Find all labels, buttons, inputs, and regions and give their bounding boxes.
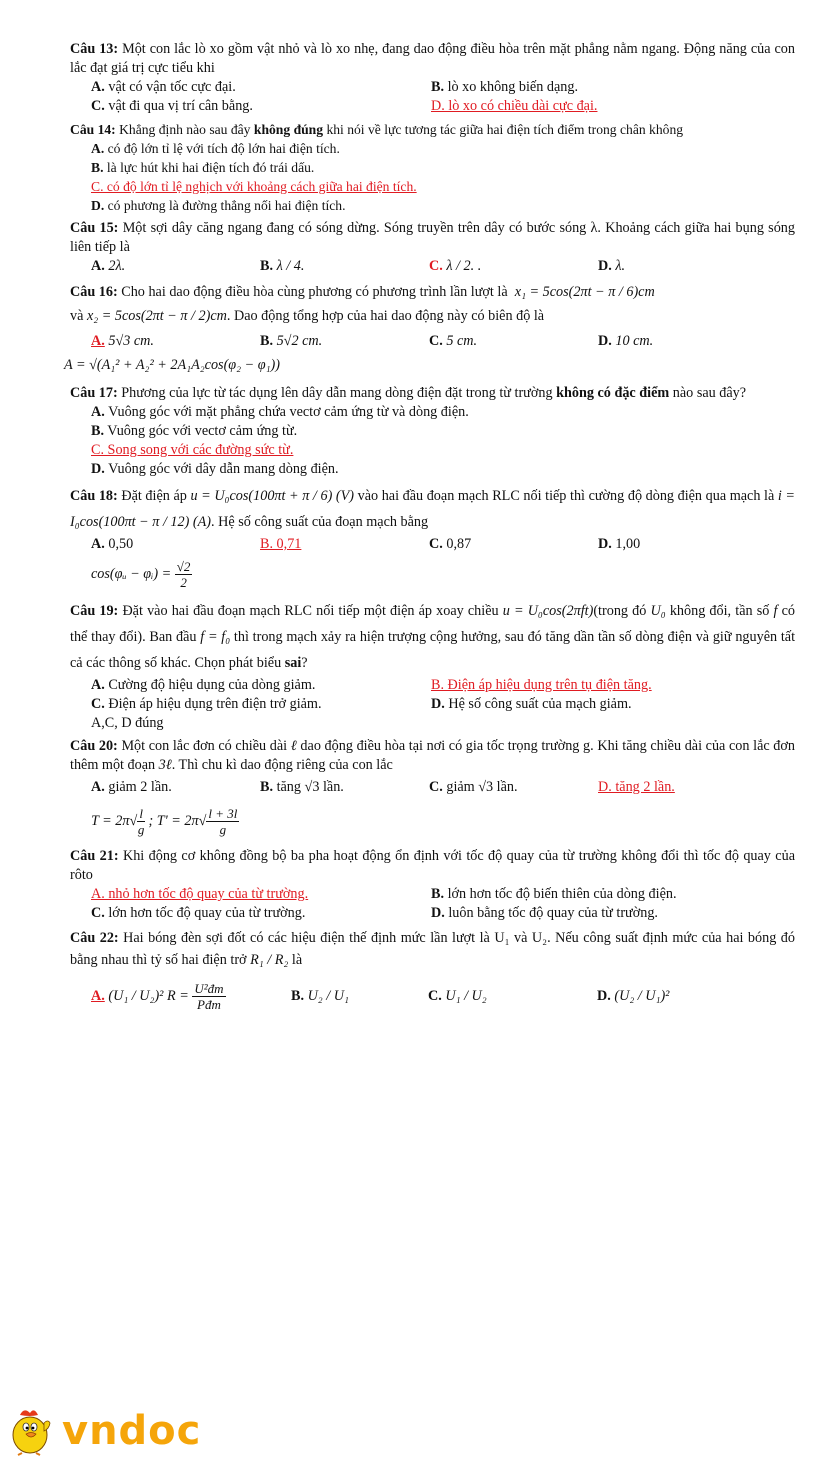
option-c: C. giảm √3 lần.	[429, 779, 518, 795]
question-stem: có thể thay đổi). Ban đầu	[70, 603, 795, 645]
question-stem: Hai bóng đèn sợi đốt có các hiệu điện thế định mức lần lượt là U₁ và U₂. Nếu công suất định mức của hai bóng đó bằng nhau thì tỷ số hai điện trở	[70, 930, 795, 968]
math-symbol: U₀	[650, 603, 666, 619]
question-label: Câu 14:	[70, 122, 116, 137]
sqrt-sign: √	[198, 813, 207, 829]
option-a: A. giảm 2 lần.	[91, 779, 172, 795]
option-d: D. Vuông góc với dây dẫn mang dòng điện.	[91, 461, 339, 477]
option-c: C. Điện áp hiệu dụng trên điện trở giảm.	[91, 696, 322, 712]
option-a-correct: A. nhỏ hơn tốc độ quay của từ trường.	[91, 886, 309, 902]
question-stem: ?	[301, 655, 308, 671]
fraction-denominator: g	[137, 822, 145, 838]
option-b: B. Vuông góc với vectơ cảm ứng từ.	[91, 423, 298, 439]
question-stem: không đổi, tần số	[665, 603, 774, 619]
question-stem: Cho hai dao động điều hòa cùng phương có phương trình lần lượt là	[117, 284, 512, 300]
question-label: Câu 16:	[70, 284, 118, 300]
question-15	[70, 219, 795, 276]
option-c-correct: C. λ / 2. .	[429, 258, 482, 274]
question-17	[70, 384, 795, 479]
option-c-correct: C. Song song với các đường sức từ.	[91, 442, 294, 458]
option-b: B. lò xo không biến dạng.	[431, 79, 578, 95]
option-c: C. U₁ / U₂	[428, 988, 487, 1004]
option-c: C. 5 cm.	[429, 333, 478, 349]
option-c: C. 0,87	[429, 536, 472, 552]
question-stem: . Hệ số công suất của đoạn mạch bằng	[211, 514, 429, 530]
equation-u: u = U₀cos(100πt + π / 6) (V)	[190, 488, 355, 504]
math-symbol: R₁ / R₂	[250, 952, 289, 968]
option-b: B. λ / 4.	[260, 258, 305, 274]
question-stem: Một con lắc đơn có chiều dài	[117, 738, 291, 754]
question-stem: (trong đó	[593, 603, 651, 619]
question-label: Câu 13:	[70, 41, 119, 57]
option-c-correct: C. có độ lớn tỉ lệ nghịch với khoảng cách giữa hai điện tích.	[91, 179, 417, 194]
option-d: D. luôn bằng tốc độ quay của từ trường.	[431, 905, 658, 921]
option-d: D. 1,00	[598, 536, 641, 552]
option-c: C. vật đi qua vị trí cân bằng.	[91, 98, 253, 114]
question-stem: là	[288, 952, 303, 968]
math-symbol: f = f₀	[200, 629, 231, 645]
question-label: Câu 18:	[70, 488, 118, 504]
option-a: A. 2λ.	[91, 258, 126, 274]
solution-formula	[70, 799, 795, 843]
math-symbol: f	[773, 603, 778, 619]
formula-lhs: cos(φᵤ − φᵢ) =	[91, 566, 175, 582]
solution-formula: A = √(A₁² + A₂² + 2A₁A₂cos(φ₂ − φ₁))	[64, 357, 280, 373]
option-d: D. (U₂ / U₁)²	[597, 988, 670, 1004]
option-a: A. 0,50	[91, 536, 134, 552]
question-label: Câu 20:	[70, 738, 118, 754]
math-symbol: 3ℓ	[158, 757, 172, 773]
sqrt-sign: √	[129, 813, 138, 829]
option-a-correct: A. (U₁ / U₂)² R = $\frac{\text{U²đm}}{\text{Pđm}}$	[91, 981, 224, 1013]
option-c: C. lớn hơn tốc độ quay của từ trường.	[91, 905, 306, 921]
question-14	[70, 120, 795, 215]
equation-i: i = I₀cos(100πt − π / 12) (A)	[70, 488, 795, 530]
question-stem: và	[70, 308, 87, 324]
question-stem: dao động điều hòa tại nơi có gia tốc trọng trường g. Khi tăng chiều dài của con lắc đơn thêm một đoạn	[70, 738, 795, 773]
fraction-denominator: g	[219, 822, 227, 838]
option-b-correct: B. Điện áp hiệu dụng trên tụ điện tăng.	[431, 677, 652, 693]
option-b: B. lớn hơn tốc độ biến thiên của dòng điện.	[431, 886, 677, 902]
option-a: A. Cường độ hiệu dụng của dòng giảm.	[91, 677, 316, 693]
question-stem: . Dao động tổng hợp của hai dao động này có biên độ là	[226, 308, 545, 324]
option-b: B. là lực hút khi hai điện tích đó trái dấu.	[91, 160, 315, 175]
option-a: A. có độ lớn tỉ lệ với tích độ lớn hai điện tích.	[91, 141, 340, 156]
question-16	[64, 280, 795, 376]
math-symbol: ℓ	[290, 738, 297, 754]
option-b-correct: B. 0,71	[260, 536, 302, 552]
option-b: B. tăng √3 lần.	[260, 779, 344, 795]
option-a: A. Vuông góc với mặt phẳng chứa vectơ cảm ứng từ và dòng điện.	[91, 404, 469, 420]
fraction-numerator: l + 3l	[208, 806, 238, 822]
fraction-denominator: 2	[180, 575, 187, 591]
question-stem: Đặt điện áp	[117, 488, 191, 504]
option-d: D. có phương là đường thẳng nối hai điện tích.	[91, 198, 346, 213]
option-d: D. 10 cm.	[598, 333, 654, 349]
question-stem: . Thì chu kì dao động riêng của con lắc	[171, 757, 393, 773]
equation-x1: x₁ = 5cos(2πt − π / 6)cm	[514, 284, 655, 300]
emphasis: sai	[284, 655, 302, 671]
question-22	[70, 927, 795, 1021]
question-18	[70, 483, 795, 594]
option-d-correct: D. tăng 2 lần.	[598, 779, 675, 795]
question-stem: nào sau đây?	[669, 385, 747, 401]
question-stem: Đặt vào hai đầu đoạn mạch RLC nối tiếp một điện áp xoay chiều	[118, 603, 503, 619]
chicken-mascot-icon	[6, 1405, 56, 1457]
equation-x2: x₂ = 5cos(2πt − π / 2)cm	[86, 308, 227, 324]
question-stem: vào hai đầu đoạn mạch RLC nối tiếp thì cường độ dòng điện qua mạch là	[354, 488, 778, 504]
question-stem: Phương của lực từ tác dụng lên dây dẫn mang dòng điện đặt trong từ trường	[117, 385, 557, 401]
brand-name: vndoc	[62, 1408, 202, 1454]
option-b: B. U₂ / U₁	[291, 988, 349, 1004]
question-stem: Khẳng định nào sau đây	[115, 122, 254, 137]
question-stem: thì trong mạch xảy ra hiện trượng cộng hưởng, sau đó tăng dần tần số dòng điện và giữ nguyên tất cả các thông số khác. Chọn phát biểu	[70, 629, 796, 671]
question-label: Câu 17:	[70, 385, 118, 401]
question-stem: Một sợi dây căng ngang đang có sóng dừng. Sóng truyền trên dây có bước sóng λ. Khoảng cách giữa hai bụng sóng liên tiếp là	[70, 220, 795, 255]
option-d-correct: D. lò xo có chiều dài cực đại.	[431, 98, 598, 114]
question-label: Câu 21:	[70, 848, 119, 864]
question-label: Câu 22:	[70, 930, 119, 946]
question-label: Câu 19:	[70, 603, 119, 619]
question-stem: Một con lắc lò xo gồm vật nhỏ và lò xo nhẹ, đang dao động điều hòa trên mặt phẳng nằm ngang. Động năng của con lắc đạt giá trị cực tiểu khi	[70, 41, 795, 76]
option-d: D. Hệ số công suất của mạch giảm.	[431, 696, 632, 712]
equation-u: u = U₀cos(2πft)	[502, 603, 594, 619]
vndoc-logo	[6, 1405, 201, 1457]
formula-T: T = 2π	[91, 813, 130, 829]
question-13	[70, 40, 795, 116]
fraction-numerator: l	[139, 806, 143, 822]
option-a-correct: A. 5√3 cm.	[91, 333, 154, 349]
formula-T-prime: ; T' = 2π	[144, 813, 199, 829]
option-b: B. 5√2 cm.	[260, 333, 323, 349]
question-19	[70, 598, 795, 733]
option-d: D. λ.	[598, 258, 626, 274]
question-stem: khi nói về lực tương tác giữa hai điện tích điểm trong chân không	[323, 122, 684, 137]
question-20	[70, 737, 795, 843]
emphasis: không có đặc điểm	[556, 385, 670, 401]
option-a: A. vật có vận tốc cực đại.	[91, 79, 236, 95]
solution-formula	[70, 554, 795, 594]
question-label: Câu 15:	[70, 220, 119, 236]
question-stem: Khi động cơ không đồng bộ ba pha hoạt động ổn định với tốc độ quay của từ trường không đổi thì tốc độ quay của rôto	[70, 848, 795, 883]
solution-note: A,C, D đúng	[91, 715, 164, 731]
question-21	[70, 847, 795, 923]
exam-page	[64, 40, 796, 1021]
fraction-numerator: √2	[176, 559, 191, 575]
emphasis: không đúng	[253, 122, 324, 137]
